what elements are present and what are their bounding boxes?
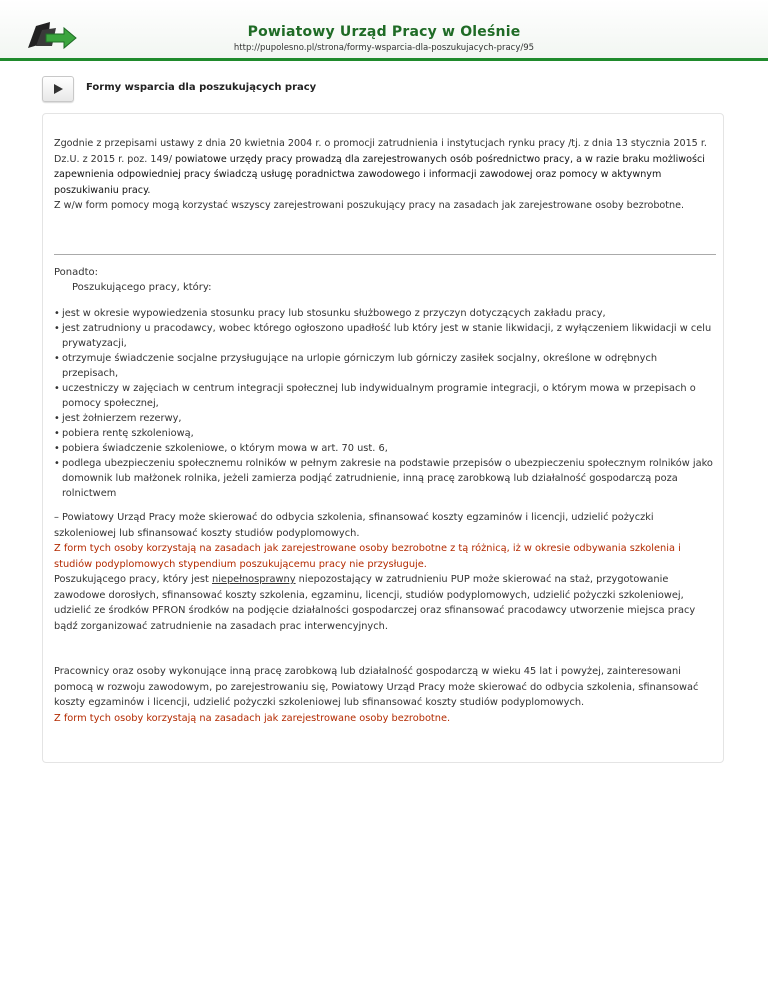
intro-part2: powiatowe urzędy pracy prowadzą dla zarejestrowanych osób pośrednictwo pracy, a w razie braku możliwości zapewnienia odpowiedniej pracy świadczą usługę poradnictwa zawodowego i informacji zawodowej oraz pomocy w aktywnym poszukiwaniu pracy. [54, 153, 705, 196]
site-header [0, 0, 768, 61]
intro-part1: Zgodnie z przepisami ustawy z dnia 20 kwietnia 2004 r. o promocji zatrudnienia i instytucjach rynku pracy /tj. z dnia 13 stycznia 2015 r. Dz.U. z 2015 r. poz. 149/ [54, 138, 707, 165]
intro-part3: Z w/w form pomocy mogą korzystać wszyscy zarejestrowani poszukujący pracy na zasadach jak zarejestrowane osoby bezrobotne. [54, 200, 685, 211]
content-card [42, 113, 724, 763]
support-note-red: Z form tych osoby korzystają na zasadach jak zarejestrowane osoby bezrobotne z tą różnicą, iż w okresie odbywania szkolenia i studiów podyplomowych stypendium poszukującemu pracy nie przysługuje. [54, 543, 681, 570]
list-item: • jest żołnierzem rezerwy, [54, 411, 716, 426]
arrow-right-icon [43, 77, 73, 101]
eligibility-list [54, 306, 716, 501]
workers-paragraph [54, 664, 716, 726]
disabled-term: niepełnosprawny [211, 574, 296, 585]
workers-text: Pracownicy oraz osoby wykonujące inną pracę zarobkową lub działalność gospodarczą w wieku 45 lat i powyżej, zainteresowani pomocą w rozwoju zawodowym, po zarejestrowaniu się, Powiatowy Urząd Pracy może skierować do odbycia szkolenia, sfinansować koszty egzaminów i licencji, udzielić pożyczki szkoleniowej lub sfinansować koszty studiów podyplomowych. [54, 666, 699, 708]
job-seeker-label: Poszukującego pracy, który: [72, 282, 212, 293]
support-text: – Powiatowy Urząd Pracy może skierować do odbycia szkolenia, sfinansować koszty egzaminów i licencji, udzielić pożyczki szkoleniowej lub sfinansować koszty studiów podyplomowych. [54, 512, 654, 539]
intro-text [54, 136, 716, 214]
ponadto-label: Ponadto: [54, 267, 99, 278]
breadcrumb [42, 76, 722, 102]
list-item: • podlega ubezpieczeniu społecznemu rolników w pełnym zakresie na podstawie przepisów o ubezpieczeniu społecznym rolników jako domownik lub małżonek rolnika, jeżeli zamierza podjąć zatrudnienie, inną pracę zarobkową lub działalność gospodarczą poza rolnictwem [54, 456, 716, 501]
list-item: • otrzymuje świadczenie socjalne przysługujące na urlopie górniczym lub górniczy zasiłek socjalny, określone w odrębnych przepisach, [54, 351, 716, 381]
disabled-text-b: niepozostający w zatrudnieniu PUP może skierować na staż, przygotowanie zawodowe dorosłych, sfinansować koszty szkolenia, egzaminu, licencji, studiów podyplomowych, udzielić pożyczki szkoleniowej, udzielić ze środków PFRON środków na podjęcie działalności gospodarczej oraz sfinansować pracodawcy utworzenie miejsca pracy bądź zorganizować zatrudnienie na zasadach prac interwencyjnych. [54, 574, 696, 632]
site-url: http://pupolesno.pl/strona/formy-wsparcia-dla-poszukujacych-pracy/95 [233, 43, 535, 53]
list-item: • pobiera rentę szkoleniową, [54, 426, 716, 441]
page-title: Formy wsparcia dla poszukujących pracy [86, 82, 317, 93]
list-item: • uczestniczy w zajęciach w centrum integracji społecznej lub indywidualnym programie integracji, o którym mowa w przepisach o pomocy społecznej, [54, 381, 716, 411]
disabled-text-a: Poszukującego pracy, który jest [54, 574, 212, 585]
back-button[interactable] [42, 76, 74, 102]
list-item: • pobiera świadczenie szkoleniowe, o którym mowa w art. 70 ust. 6, [54, 441, 716, 456]
divider [54, 254, 716, 255]
support-paragraph [54, 510, 716, 634]
list-item: • jest zatrudniony u pracodawcy, wobec którego ogłoszono upadłość lub który jest w stanie likwidacji, z wyłączeniem likwidacji w celu prywatyzacji, [54, 321, 716, 351]
list-item: • jest w okresie wypowiedzenia stosunku pracy lub stosunku służbowego z przyczyn dotyczących zakładu pracy, [54, 306, 716, 321]
site-title: Powiatowy Urząd Pracy w Oleśnie [247, 24, 521, 40]
workers-note-red: Z form tych osoby korzystają na zasadach jak zarejestrowane osoby bezrobotne. [54, 712, 451, 724]
